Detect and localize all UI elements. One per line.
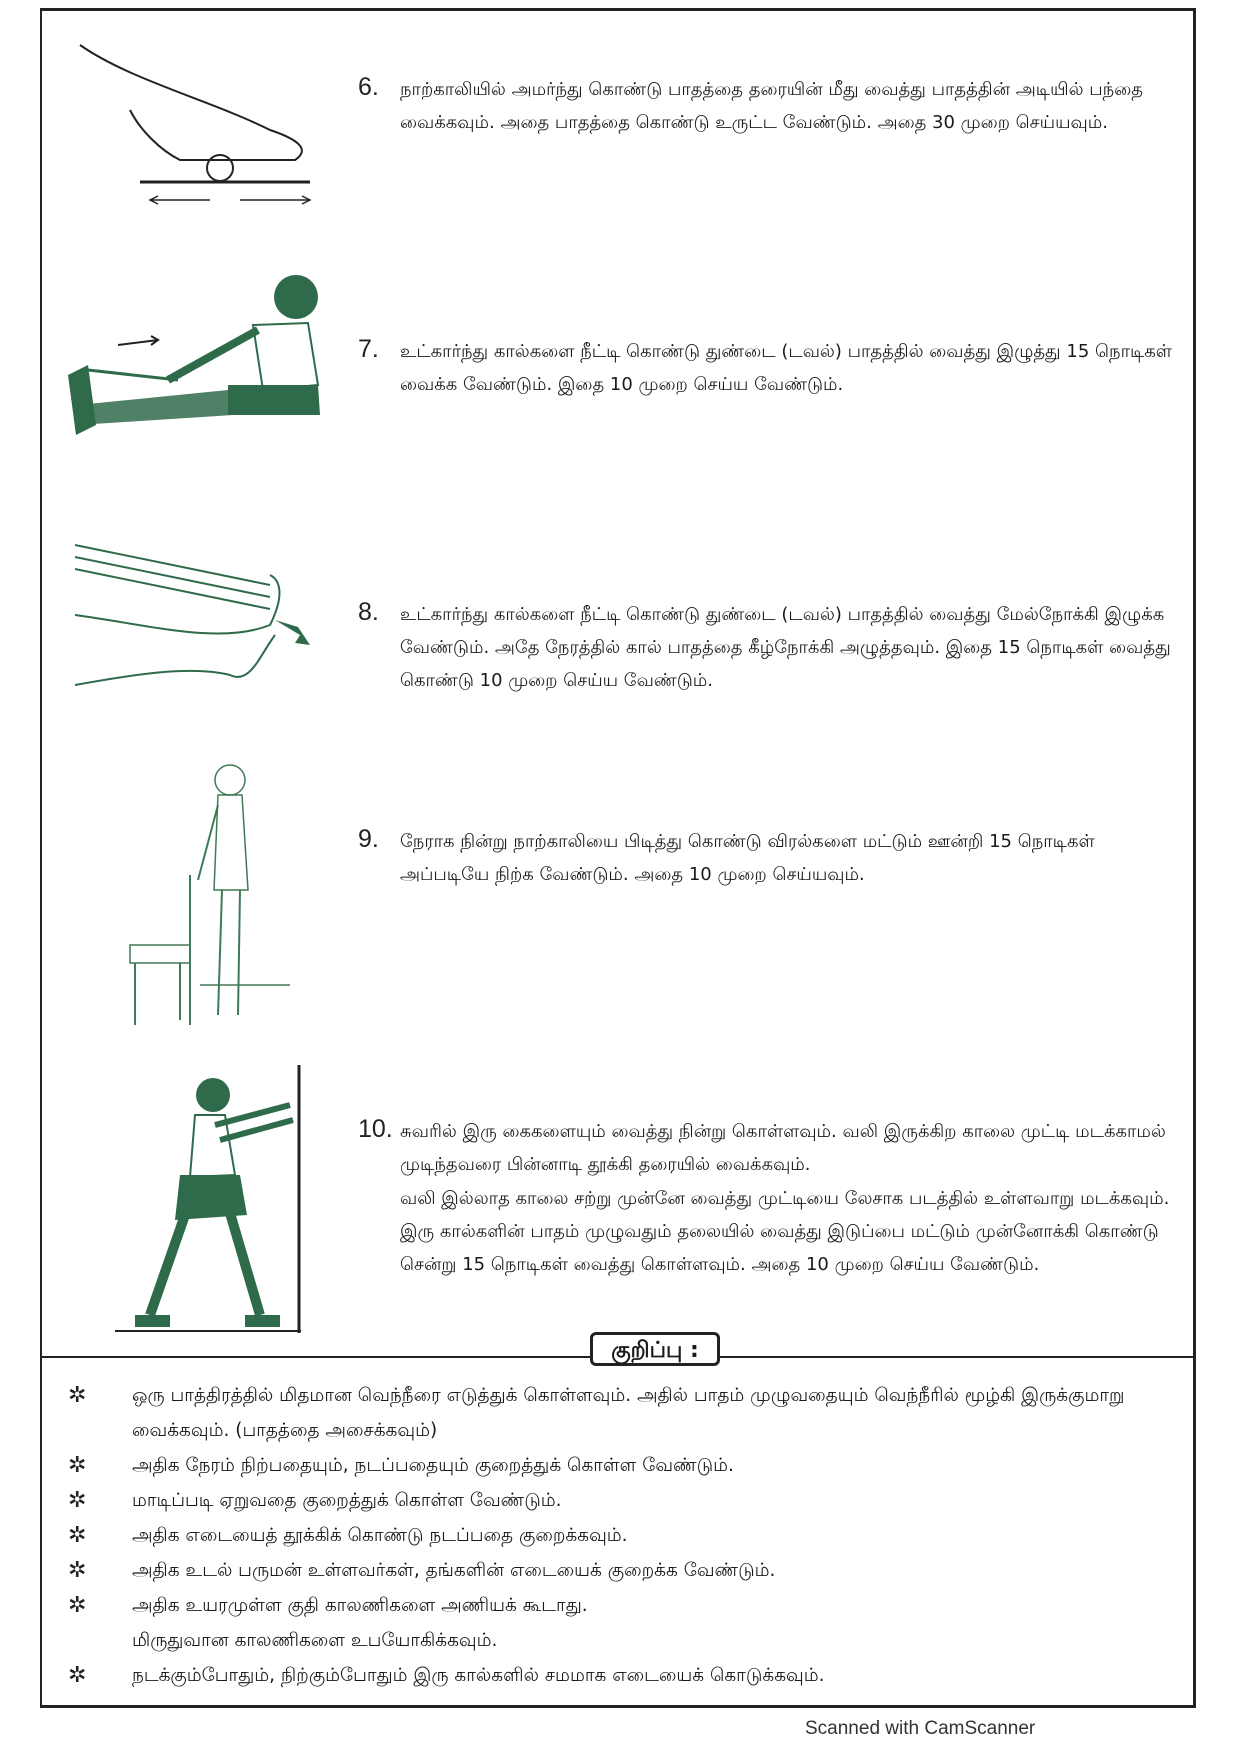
notes-list — [60, 1378, 1180, 1693]
note-item: ✲ அதிக எடையைத் தூக்கிக் கொண்டு நடப்பதை குறைக்கவும். — [60, 1518, 1180, 1553]
seated-towel-stretch-illustration — [58, 265, 358, 465]
exercise-7 — [40, 260, 1196, 460]
exercise-6 — [40, 30, 1196, 210]
chair-toe-stand-illustration — [110, 750, 310, 1030]
note-item: ✲ மாடிப்படி ஏறுவதை குறைத்துக் கொள்ள வேண்டும். — [60, 1483, 1180, 1518]
asterisk-bullet-icon: ✲ — [68, 1453, 87, 1478]
foot-ball-roll-illustration — [70, 40, 350, 210]
notes-title: குறிப்பு : — [590, 1332, 720, 1366]
note-item: மிருதுவான காலணிகளை உபயோகிக்கவும். — [132, 1630, 498, 1651]
exercise-text: நாற்காலியில் அமர்ந்து கொண்டு பாதத்தை தரையின் மீது வைத்து பாதத்தின் அடியில் பந்தை வைக்கவும். அதை பாதத்தை கொண்டு உருட்ட வேண்டும். அதை 30 முறை செய்யவும். — [400, 79, 1143, 133]
asterisk-bullet-icon: ✲ — [68, 1663, 87, 1688]
exercise-text: உட்கார்ந்து கால்களை நீட்டி கொண்டு துண்டை (டவல்) பாதத்தில் வைத்து மேல்நோக்கி இழுக்க வேண்டும். அதே நேரத்தில் கால் பாதத்தை கீழ்நோக்கி அழுத்தவும். இதை 15 நொடிகள் வைத்து கொண்டு 10 முறை செய்ய வேண்டும். — [400, 604, 1171, 691]
exercise-text: நேராக நின்று நாற்காலியை பிடித்து கொண்டு விரல்களை மட்டும் ஊன்றி 15 நொடிகள் அப்படியே நிற்க வேண்டும். அதை 10 முறை செய்யவும். — [400, 831, 1095, 885]
exercise-text-continued: வலி இல்லாத காலை சற்று முன்னே வைத்து முட்டியை லேசாக படத்தில் உள்ளவாறு மடக்கவும். இரு கால்களின் பாதம் முழுவதும் தலையில் வைத்து இடுப்பை மட்டும் முன்னோக்கி கொண்டு சென்று 15 நொடிகள் வைத்து கொள்ளவும். அதை 10 முறை செய்ய வேண்டும். — [400, 1188, 1170, 1275]
asterisk-bullet-icon: ✲ — [68, 1593, 87, 1618]
scanner-watermark: Scanned with CamScanner — [805, 1718, 1036, 1739]
asterisk-bullet-icon: ✲ — [68, 1558, 87, 1583]
note-item: ✲ ஒரு பாத்திரத்தில் மிதமான வெந்நீரை எடுத்துக் கொள்ளவும். அதில் பாதம் முழுவதையும் வெந்நீரில் மூழ்கி இருக்குமாறு வைக்கவும். (பாதத்தை அசைக்கவும்) — [60, 1378, 1180, 1448]
asterisk-bullet-icon: ✲ — [68, 1523, 87, 1548]
note-item: ✲ அதிக நேரம் நிற்பதையும், நடப்பதையும் குறைத்துக் கொள்ள வேண்டும். — [60, 1448, 1180, 1483]
note-item: ✲ அதிக உயரமுள்ள குதி காலணிகளை அணியக் கூடாது. — [60, 1588, 1180, 1623]
exercise-number: 9. — [358, 825, 379, 853]
exercise-number: 8. — [358, 598, 379, 626]
exercise-number: 6. — [358, 73, 379, 101]
asterisk-bullet-icon: ✲ — [68, 1488, 87, 1513]
wall-calf-stretch-illustration — [75, 1065, 315, 1335]
note-item: ✲ நடக்கும்போதும், நிற்கும்போதும் இரு கால்களில் சமமாக எடையைக் கொடுக்கவும். — [60, 1658, 1180, 1693]
note-item: ✲ அதிக உடல் பருமன் உள்ளவர்கள், தங்களின் எடையைக் குறைக்க வேண்டும். — [60, 1553, 1180, 1588]
exercise-10 — [40, 1060, 1196, 1330]
exercise-text: உட்கார்ந்து கால்களை நீட்டி கொண்டு துண்டை (டவல்) பாதத்தில் வைத்து இழுத்து 15 நொடிகள் வைக்க வேண்டும். இதை 10 முறை செய்ய வேண்டும். — [400, 341, 1173, 395]
exercise-8 — [40, 520, 1196, 720]
exercise-number: 7. — [358, 335, 379, 363]
exercise-number: 10. — [358, 1115, 393, 1143]
exercise-9 — [40, 750, 1196, 1030]
asterisk-bullet-icon: ✲ — [68, 1383, 87, 1408]
exercise-text: சுவரில் இரு கைகளையும் வைத்து நின்று கொள்ளவும். வலி இருக்கிற காலை முட்டி மடக்காமல் முடிந்தவரை பின்னாடி தூக்கி தரையில் வைக்கவும். — [400, 1121, 1166, 1175]
towel-foot-press-illustration — [70, 525, 340, 705]
